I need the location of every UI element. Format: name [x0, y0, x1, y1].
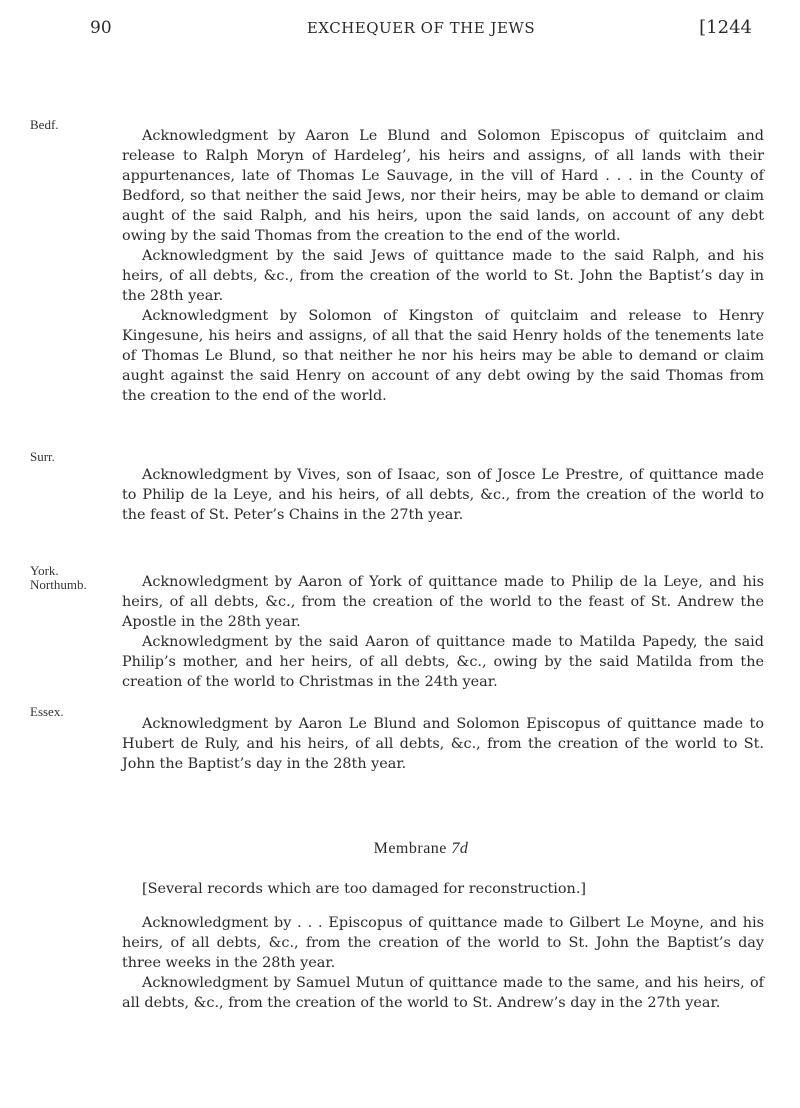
record-paragraph: Acknowledgment by Aaron of York of quittance made to Philip de la Leye, and his heirs, of all debts, &c., from the creation of the world to the feast of St. Andrew the Apostle in the 28th year.: [122, 574, 764, 630]
margin-note-line: Northumb.: [30, 577, 87, 592]
page-header: [90, 18, 752, 42]
margin-note-surr: [30, 450, 110, 464]
section-membrane: [122, 879, 764, 1013]
margin-note-essex: [30, 705, 110, 719]
margin-note-line: York.: [30, 563, 59, 578]
record-paragraph: Acknowledgment by Samuel Mutun of quittance made to the same, and his heirs, of all debts, &c., from the creation of the world to St. Andrew’s day in the 27th year.: [122, 975, 764, 1011]
section-surr: [122, 465, 764, 525]
record-paragraph: Acknowledgment by . . . Episcopus of quittance made to Gilbert Le Moyne, and his heirs, of all debts, &c., from the creation of the world to St. John the Baptist’s day three weeks in the 28th year.: [122, 915, 764, 971]
record-paragraph: Acknowledgment by Aaron Le Blund and Solomon Episcopus of quittance made to Hubert de Ruly, and his heirs, of all debts, &c., from the creation of the world to St. John the Baptist’s day in the 28th year.: [122, 716, 764, 772]
page-number: 90: [90, 18, 112, 38]
section-york: [122, 572, 764, 692]
record-paragraph: Acknowledgment by the said Aaron of quittance made to Matilda Papedy, the said Philip’s mother, and her heirs, of all debts, &c., owing by the said Matilda from the creation of the world to Christmas in the 24th year.: [122, 634, 764, 690]
record-paragraph: Acknowledgment by the said Jews of quittance made to the said Ralph, and his heirs, of all debts, &c., from the creation of the world to St. John the Baptist’s day in the 28th year.: [122, 248, 764, 304]
section-bedf: [122, 126, 764, 406]
margin-note-line: Essex.: [30, 704, 64, 719]
margin-note-line: Surr.: [30, 449, 55, 464]
margin-note-york: [30, 564, 110, 592]
record-paragraph: Acknowledgment by Vives, son of Isaac, son of Josce Le Prestre, of quittance made to Philip de la Leye, and his heirs, of all debts, &c., from the creation of the world to the feast of St. Peter’s Chains in the 27th year.: [122, 467, 764, 523]
membrane-number: 7d: [451, 840, 469, 857]
running-title: EXCHEQUER OF THE JEWS: [306, 19, 536, 37]
margin-note-bedf: [30, 118, 110, 132]
editorial-note: [Several records which are too damaged for reconstruction.]: [142, 881, 587, 897]
page-year: [1244: [699, 17, 752, 38]
record-paragraph: Acknowledgment by Solomon of Kingston of quitclaim and release to Henry Kingesune, his heirs and assigns, of all that the said Henry holds of the tenements late of Thomas Le Blund, so that neither he nor his heirs may be able to demand or claim aught against the said Henry on account of any debt owing by the said Thomas from the creation to the end of the world.: [122, 308, 764, 404]
membrane-heading: [90, 840, 752, 858]
section-essex: [122, 714, 764, 774]
record-paragraph: Acknowledgment by Aaron Le Blund and Solomon Episcopus of quitclaim and release to Ralph Moryn of Hardeleg’, his heirs and assigns, of all lands with their appurtenances, late of Thomas Le Sauvage, in the vill of Hard . . . in the County of Bedford, so that neither the said Jews, nor their heirs, may be able to demand or claim aught of the said Ralph, and his heirs, upon the said lands, on account of any debt owing by the said Thomas from the creation to the end of the world.: [122, 128, 764, 244]
margin-note-line: Bedf.: [30, 117, 59, 132]
membrane-label: Membrane: [373, 840, 447, 857]
